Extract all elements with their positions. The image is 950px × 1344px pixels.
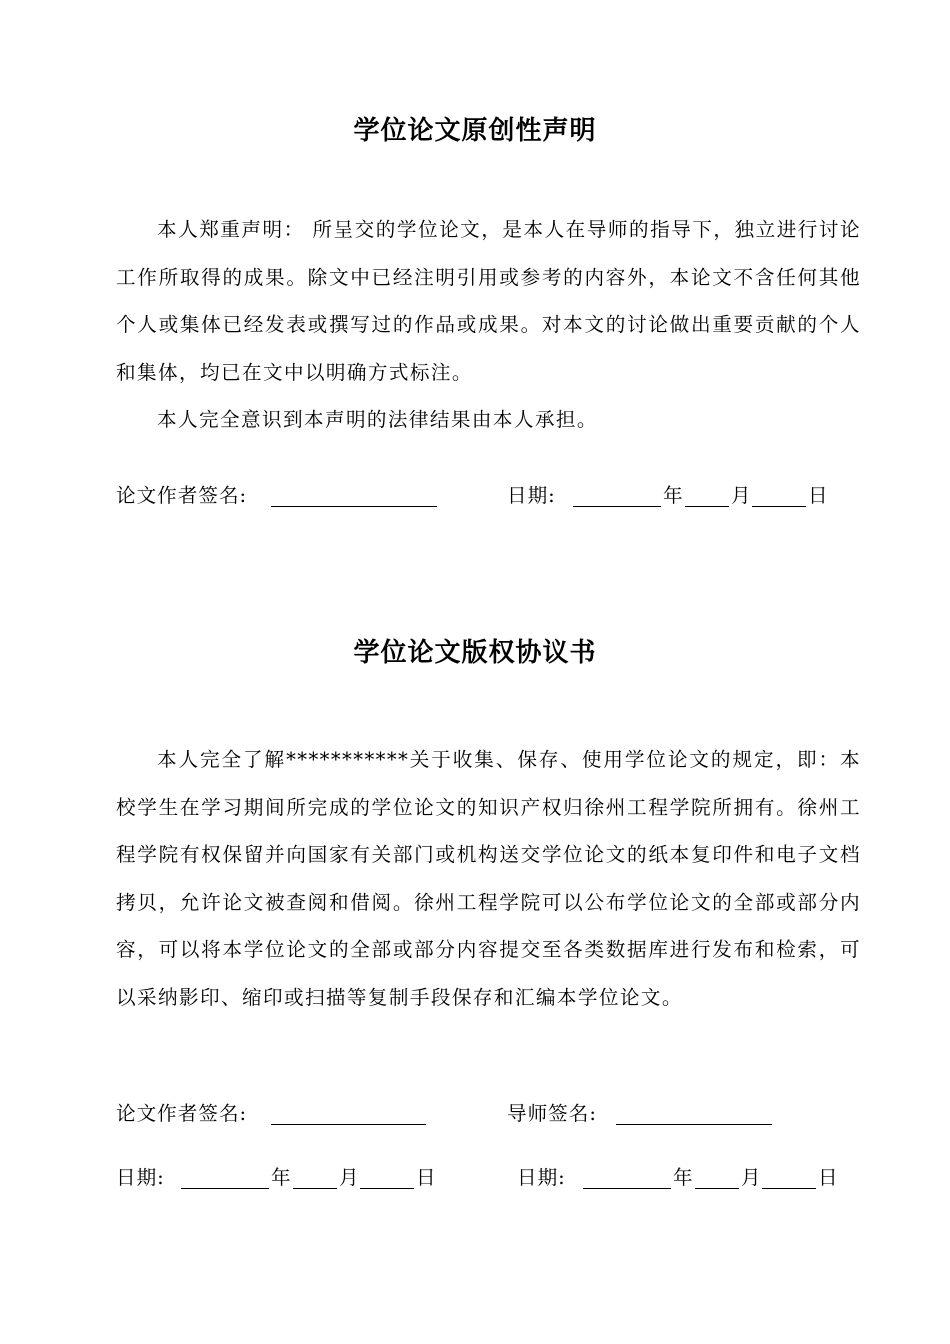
copyright-author-signature-label: 论文作者签名: xyxy=(116,1102,248,1125)
copyright-paragraph: 本人完全了解***********关于收集、保存、使用学位论文的规定，即：本校学生在学习期间所完成的学位论文的知识产权归徐州工程学院所拥有。徐州工程学院有权保留并向国家有关部门或机构送交学位论文的纸本复印件和电子文档拷贝，允许论文被查阅和借阅。徐州工程学院可以公布学位论文的全部或部分内容，可以将本学位论文的全部或部分内容提交至各类数据库进行发布和检索，可以采纳影印、缩印或扫描等复制手段保存和汇编本学位论文。 xyxy=(116,748,861,1009)
author-signature-label: 论文作者签名: xyxy=(116,484,248,507)
originality-paragraph-2: 本人完全意识到本声明的法律结果由本人承担。 xyxy=(157,408,598,432)
date-month-field[interactable] xyxy=(685,506,729,507)
advisor-day-label: 日 xyxy=(818,1166,839,1189)
author-date-month-field[interactable] xyxy=(293,1188,337,1189)
advisor-date-day-field[interactable] xyxy=(762,1188,816,1189)
year-label: 年 xyxy=(663,484,684,507)
copyright-author-signature-field[interactable] xyxy=(271,1124,426,1125)
author-month-label: 月 xyxy=(339,1166,360,1189)
originality-body xyxy=(116,206,861,444)
date-year-field[interactable] xyxy=(573,506,661,507)
author-signature-field[interactable] xyxy=(271,506,437,507)
originality-title: 学位论文原创性声明 xyxy=(353,116,597,146)
copyright-body xyxy=(116,736,861,1022)
advisor-date-year-field[interactable] xyxy=(583,1188,671,1189)
advisor-date-month-field[interactable] xyxy=(695,1188,739,1189)
day-label: 日 xyxy=(808,484,829,507)
copyright-title: 学位论文版权协议书 xyxy=(353,638,597,668)
author-year-label: 年 xyxy=(271,1166,292,1189)
author-date-year-field[interactable] xyxy=(181,1188,269,1189)
advisor-year-label: 年 xyxy=(673,1166,694,1189)
month-label: 月 xyxy=(731,484,752,507)
advisor-date-label: 日期: xyxy=(517,1166,566,1189)
advisor-signature-field[interactable] xyxy=(616,1124,772,1125)
advisor-month-label: 月 xyxy=(741,1166,762,1189)
author-date-label: 日期: xyxy=(116,1166,165,1189)
author-day-label: 日 xyxy=(416,1166,437,1189)
author-date-day-field[interactable] xyxy=(360,1188,414,1189)
date-day-field[interactable] xyxy=(752,506,806,507)
originality-paragraph-1: 本人郑重声明： 所呈交的学位论文，是本人在导师的指导下，独立进行讨论工作所取得的成果。除文中已经注明引用或参考的内容外，本论文不含任何其他个人或集体已经发表或撰写过的作品或成果。对本文的讨论做出重要贡献的个人和集体，均已在文中以明确方式标注。 xyxy=(116,218,861,384)
advisor-signature-label: 导师签名: xyxy=(507,1102,597,1125)
date-label: 日期: xyxy=(507,484,556,507)
